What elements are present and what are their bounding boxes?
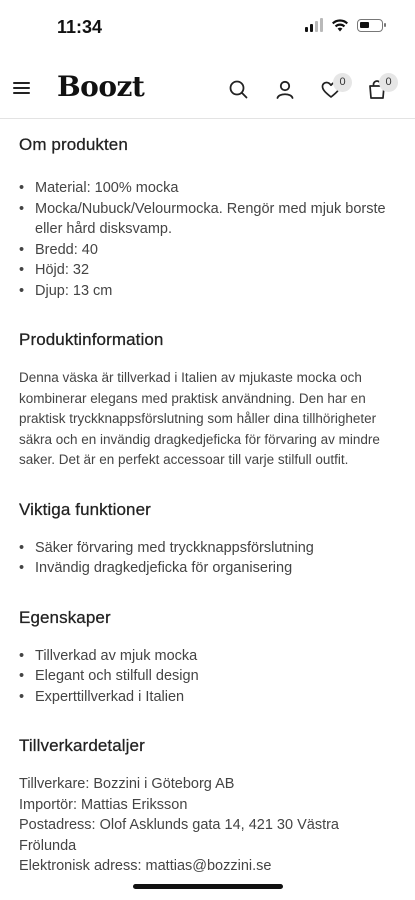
list-item: • Säker förvaring med tryckknappsförslutning (19, 538, 399, 559)
list-item: • Material: 100% mocka (19, 178, 399, 199)
cart-count-badge: 0 (379, 73, 398, 92)
about-list (19, 178, 399, 301)
search-icon[interactable] (226, 77, 252, 103)
section-title-properties: Egenskaper (19, 607, 111, 627)
list-item: • Mocka/Nubuck/Velourmocka. Rengör med mjuk borste eller hård disksvamp. (19, 199, 399, 240)
status-bar (0, 0, 415, 56)
features-list (19, 538, 399, 579)
section-title-features: Viktiga funktioner (19, 499, 151, 519)
product-description: Denna väska är tillverkad i Italien av mjukaste mocka och kombinerar elegans med praktisk användning. Den har en praktisk tryckknappsförslutning som håller dina tillhörigheter säkra och en invändig dragkedjeficka för förvaring av mindre saker. Det är en perfekt accessoar till varje stilfull outfit. (19, 370, 380, 468)
wifi-icon (331, 18, 349, 32)
list-item: • Experttillverkad i Italien (19, 687, 399, 708)
section-title-manufacturer: Tillverkardetaljer (19, 736, 145, 756)
list-item: • Djup: 13 cm (19, 281, 399, 302)
list-item: • Tillverkad av mjuk mocka (19, 646, 399, 667)
app-header (0, 62, 415, 119)
status-icons (305, 18, 383, 32)
postal-address: Postadress: Olof Asklunds gata 14, 421 30 Västra Frölunda (19, 817, 339, 854)
electronic-address: Elektronisk adress: mattias@bozzini.se (19, 858, 272, 875)
cart-button[interactable] (364, 77, 390, 103)
list-item: • Bredd: 40 (19, 240, 399, 261)
importer-name: Importör: Mattias Eriksson (19, 796, 188, 813)
cellular-signal-icon (305, 18, 323, 32)
list-item: • Invändig dragkedjeficka för organisering (19, 558, 399, 579)
battery-icon (357, 19, 383, 32)
manufacturer-details (19, 774, 399, 877)
menu-icon[interactable] (13, 80, 33, 96)
home-indicator[interactable] (133, 884, 283, 889)
section-title-product-info: Produktinformation (19, 330, 164, 349)
list-item: • Elegant och stilfull design (19, 666, 399, 687)
product-details (19, 130, 399, 877)
section-title-about: Om produkten (19, 135, 128, 154)
account-icon[interactable] (272, 77, 298, 103)
boozt-logo[interactable]: Boozt (57, 70, 145, 103)
wishlist-count-badge: 0 (333, 73, 352, 92)
manufacturer-name: Tillverkare: Bozzini i Göteborg AB (19, 776, 235, 793)
status-time: 11:34 (57, 17, 103, 37)
properties-list (19, 646, 399, 708)
wishlist-button[interactable] (318, 77, 344, 103)
list-item: • Höjd: 32 (19, 260, 399, 281)
